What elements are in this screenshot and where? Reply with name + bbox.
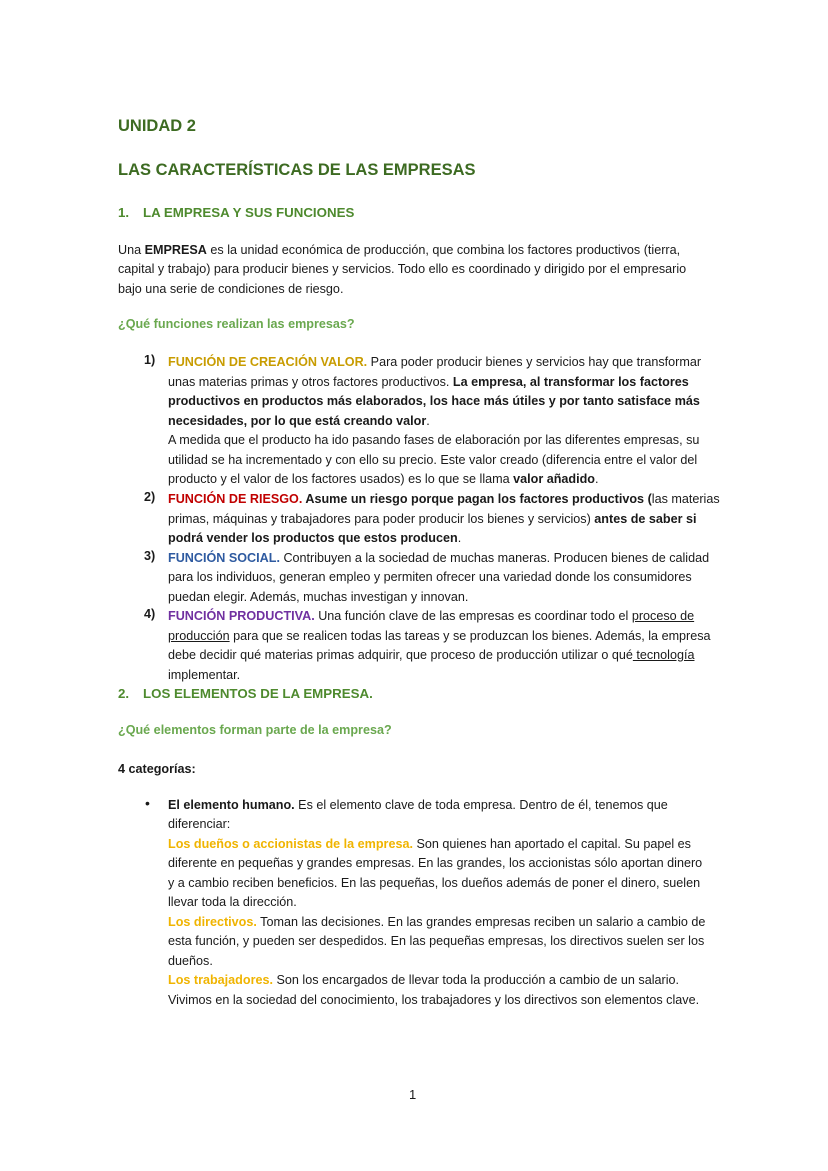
item3-line-3: puedan elegir. Además, muchas investigan y innovan. xyxy=(168,590,469,604)
owners-line-2: diferente en pequeñas y grandes empresas. En las grandes, los accionistas sólo aportan dinero xyxy=(168,856,703,870)
page-number: 1 xyxy=(409,1087,417,1102)
elements-question: ¿Qué elementos forman parte de la empresa? xyxy=(118,723,392,737)
item3-number: 3) xyxy=(144,549,156,563)
bullet-icon: • xyxy=(145,795,150,811)
item4-number: 4) xyxy=(144,607,156,621)
item1-line-2: unas materias primas y otros factores productivos. La empresa, al transformar los factores xyxy=(168,375,689,389)
item1-line-6: utilidad se ha incrementado y con ello su precio. Este valor creado (diferencia entre el valor del xyxy=(168,453,698,467)
item3-line-2: para los individuos, generan empleo y permiten ofrecer una variedad donde los consumidores xyxy=(168,570,692,584)
section1-heading: LA EMPRESA Y SUS FUNCIONES xyxy=(143,205,355,220)
section1-number: 1. xyxy=(118,205,130,220)
human-line-2: diferenciar: xyxy=(168,817,231,831)
intro-line-2: capital y trabajo) para producir bienes y servicios. Todo ello es coordinado y dirigido por el empresario xyxy=(118,262,687,276)
item1-number: 1) xyxy=(144,353,156,367)
intro-line-3: bajo una serie de condiciones de riesgo. xyxy=(118,282,344,296)
item1-line-7: producto y el valor de los factores usados) es lo que se llama valor añadido. xyxy=(168,472,599,486)
directors-line-3: dueños. xyxy=(168,954,213,968)
owners-line-3: y a cambio reciben beneficios. En las pequeñas, los dueños además de poner el dinero, suelen xyxy=(168,876,701,890)
item4-line-4: implementar. xyxy=(168,668,241,682)
item1-line-4: necesidades, por lo que está creando valor. xyxy=(168,414,430,428)
intro-line-1: Una EMPRESA es la unidad económica de producción, que combina los factores productivos (tierra, xyxy=(118,243,681,257)
item4-line-3: debe decidir qué materias primas adquirir, que proceso de producción utilizar o qué tecnología xyxy=(168,648,695,662)
item4-line-2: producción para que se realicen todas las tareas y se produzcan los bienes. Además, la empresa xyxy=(168,629,711,643)
item2-line-2: primas, máquinas y trabajadores para poder producir los bienes y servicios) antes de saber si xyxy=(168,512,697,526)
item4-line-1: FUNCIÓN PRODUCTIVA. Una función clave de las empresas es coordinar todo el proceso de xyxy=(168,609,695,623)
item2-number: 2) xyxy=(144,490,156,504)
directors-line-1: Los directivos. Toman las decisiones. En las grandes empresas reciben un salario a cambio de xyxy=(168,915,706,929)
item2-line-1: FUNCIÓN DE RIESGO. Asume un riesgo porque pagan los factores productivos (las materias xyxy=(168,492,720,506)
workers-line-1: Los trabajadores. Son los encargados de llevar toda la producción a cambio de un salario. xyxy=(168,973,680,987)
item1-line-3: productivos en productos más elaborados, los hace más útiles y por tanto satisface más xyxy=(168,394,700,408)
section2-heading: LOS ELEMENTOS DE LA EMPRESA. xyxy=(143,686,373,701)
directors-line-2: esta función, y pueden ser despedidos. En las pequeñas empresas, los directivos suelen ser los xyxy=(168,934,705,948)
page-title: LAS CARACTERÍSTICAS DE LAS EMPRESAS xyxy=(118,161,476,179)
item1-line-5: A medida que el producto ha ido pasando fases de elaboración por las diferentes empresas, su xyxy=(168,433,700,447)
item2-line-3: podrá vender los productos que estos producen. xyxy=(168,531,462,545)
item3-line-1: FUNCIÓN SOCIAL. Contribuyen a la sociedad de muchas maneras. Producen bienes de calidad xyxy=(168,551,710,565)
functions-question: ¿Qué funciones realizan las empresas? xyxy=(118,317,355,331)
workers-line-2: Vivimos en la sociedad del conocimiento, los trabajadores y los directivos son elementos clave. xyxy=(168,993,700,1007)
human-line-1: El elemento humano. Es el elemento clave de toda empresa. Dentro de él, tenemos que xyxy=(168,798,668,812)
owners-line-4: llevar toda la dirección. xyxy=(168,895,297,909)
owners-line-1: Los dueños o accionistas de la empresa. Son quienes han aportado el capital. Su papel es xyxy=(168,837,691,851)
unit-heading: UNIDAD 2 xyxy=(118,117,196,135)
categories-label: 4 categorías: xyxy=(118,762,196,776)
item1-line-1: FUNCIÓN DE CREACIÓN VALOR. Para poder producir bienes y servicios hay que transformar xyxy=(168,355,702,369)
section2-number: 2. xyxy=(118,686,130,701)
